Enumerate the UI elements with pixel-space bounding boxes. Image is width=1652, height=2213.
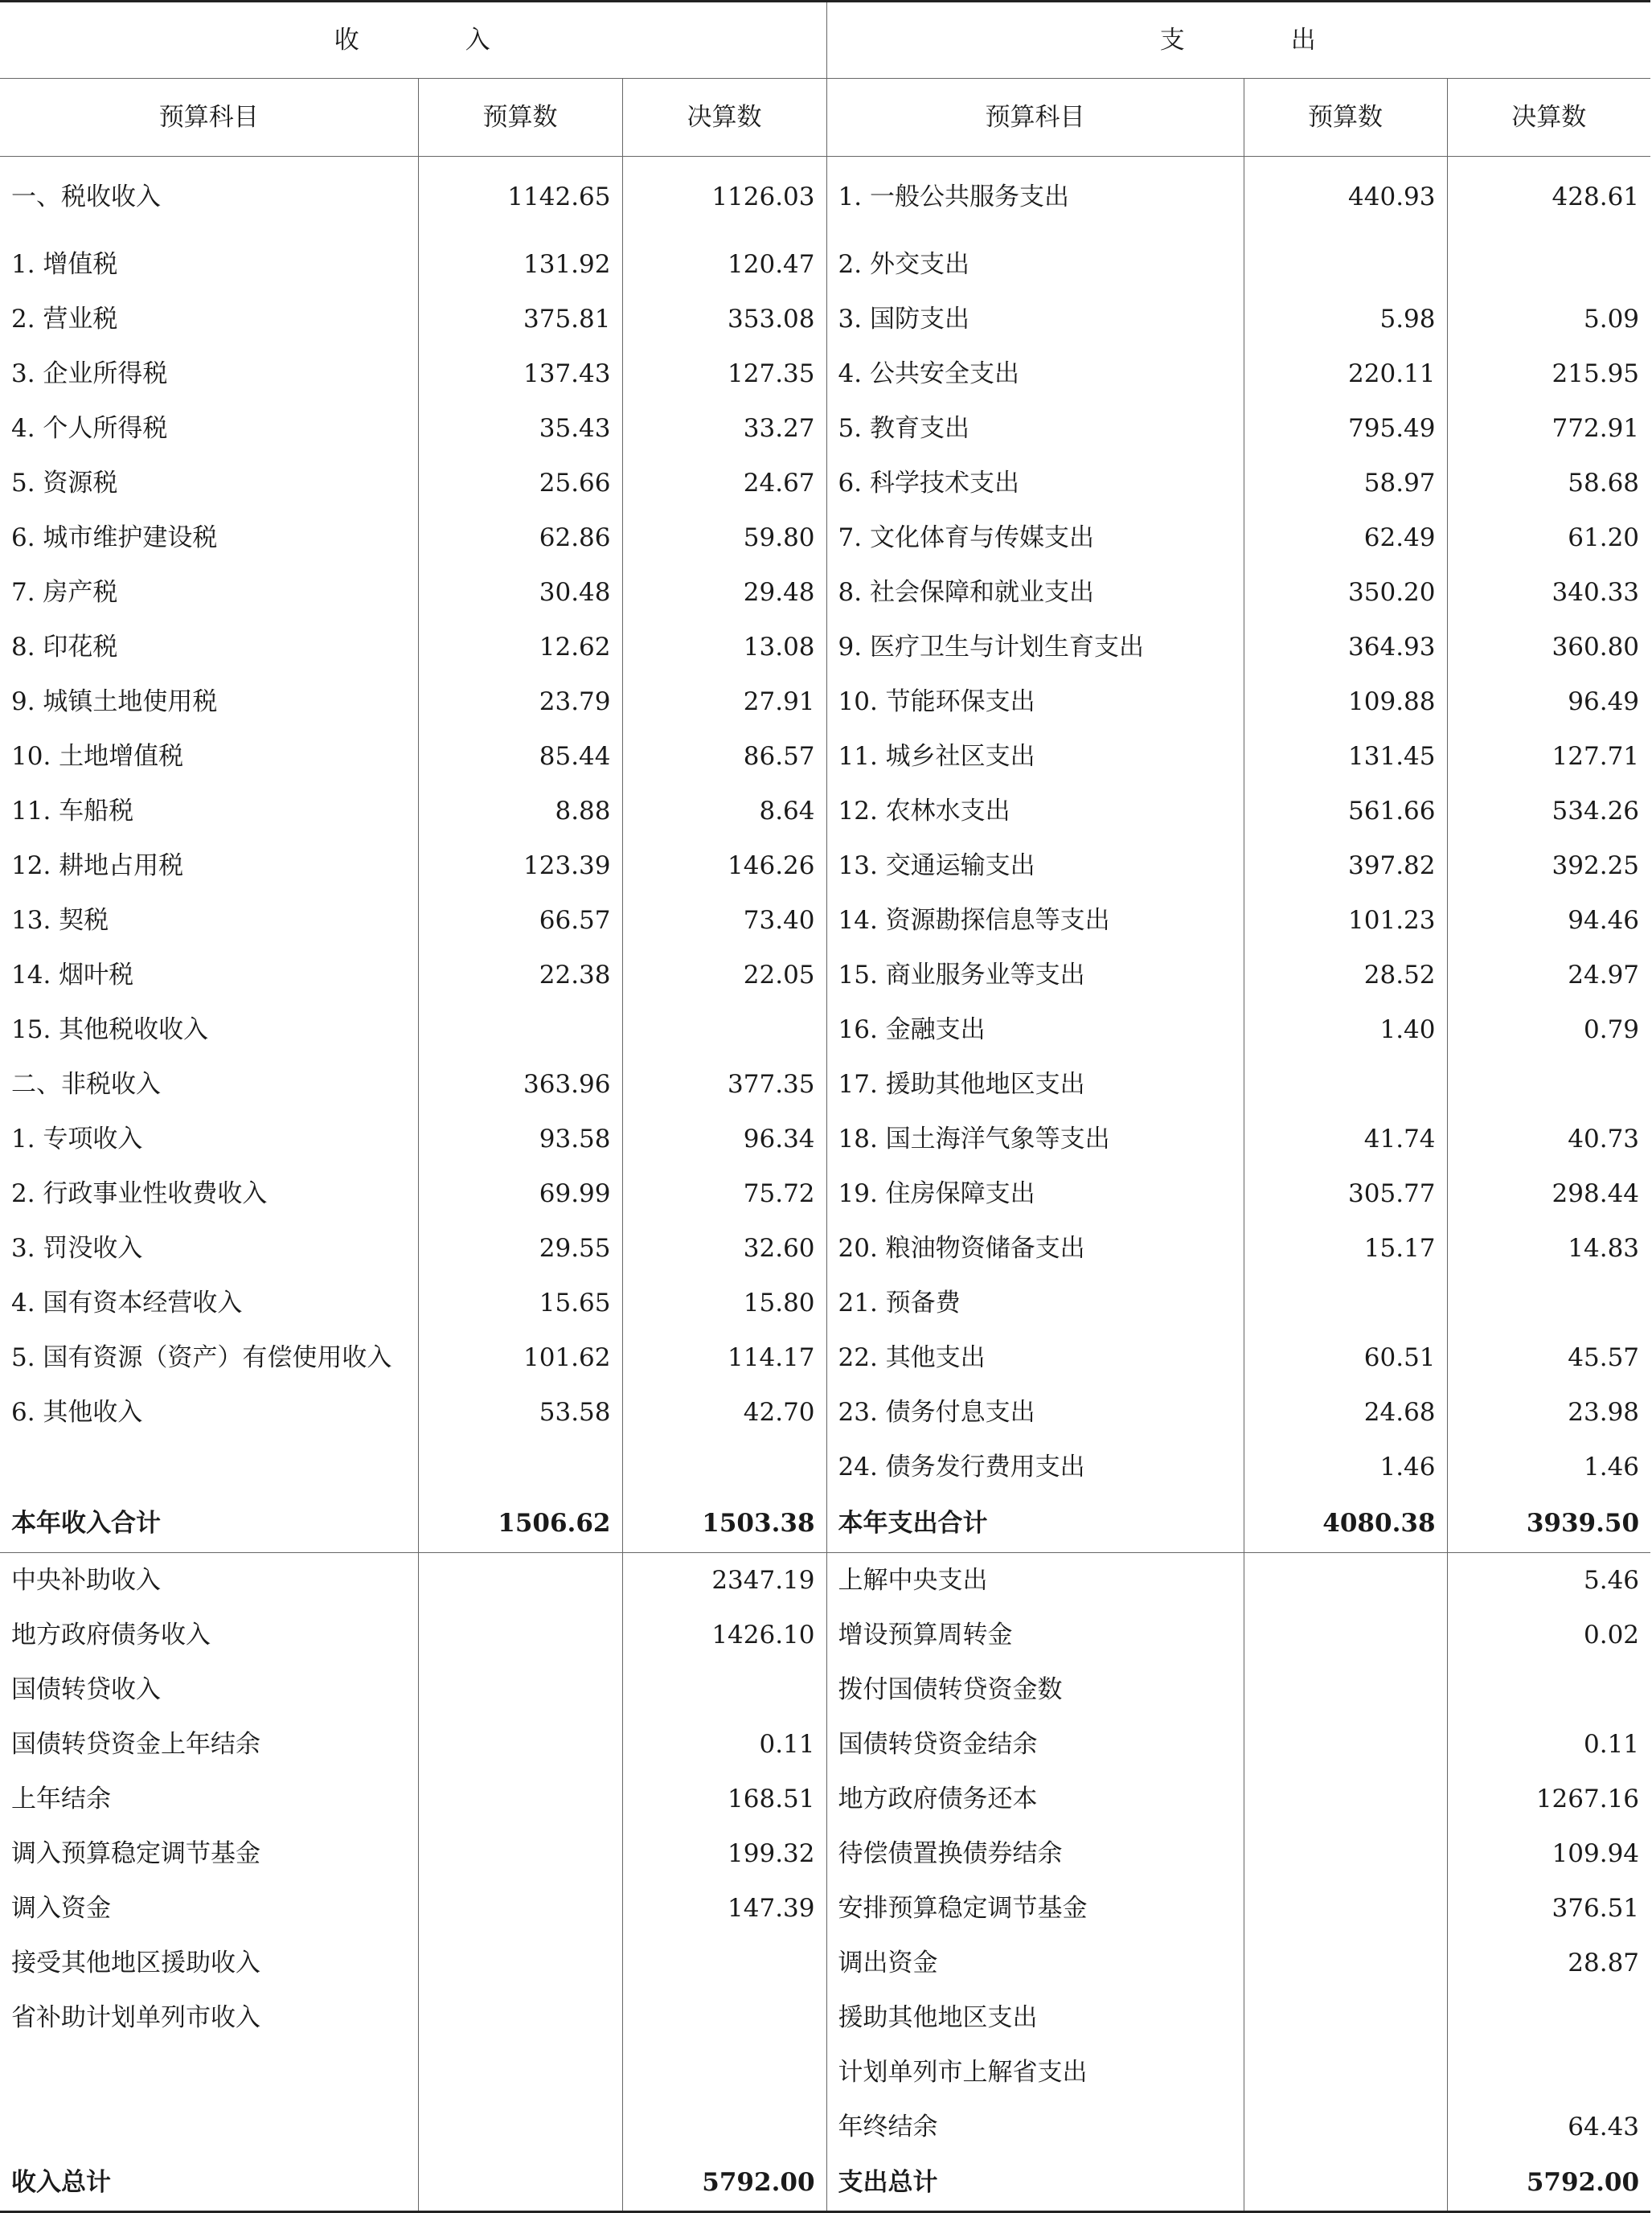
table-row bbox=[0, 1772, 1650, 1826]
income-budget: 30.48 bbox=[418, 565, 622, 620]
table-row bbox=[0, 1881, 1650, 1936]
expense-final: 64.43 bbox=[1568, 2113, 1640, 2141]
expense-group-header bbox=[826, 2, 1650, 79]
expense-subject: 3. 国防支出 bbox=[826, 292, 1244, 346]
expense-subject: 12. 农林水支出 bbox=[826, 784, 1244, 838]
expense-budget: 795.49 bbox=[1244, 401, 1447, 456]
expense-budget: 58.97 bbox=[1244, 456, 1447, 510]
group-header-row bbox=[0, 2, 1650, 79]
income-budget: 375.81 bbox=[418, 292, 622, 346]
income-group-header bbox=[0, 2, 826, 79]
income-subject: 7. 房产税 bbox=[0, 565, 418, 620]
income-final: 86.57 bbox=[622, 729, 826, 784]
expense-total-label: 支出总计 bbox=[826, 2154, 1244, 2212]
income-total-label: 收入总计 bbox=[0, 2154, 418, 2212]
income-budget: 22.38 bbox=[418, 948, 622, 1002]
income-final: 377.35 bbox=[622, 1057, 826, 1112]
income-budget bbox=[418, 1717, 622, 1772]
expense-subject: 15. 商业服务业等支出 bbox=[826, 948, 1244, 1002]
income-budget bbox=[418, 1826, 622, 1881]
income-final: 59.80 bbox=[622, 510, 826, 565]
income-subject bbox=[0, 2100, 418, 2154]
expense-budget: 60.51 bbox=[1244, 1330, 1447, 1385]
expense-final: 40.73 bbox=[1568, 1125, 1640, 1154]
income-subject: 6. 城市维护建设税 bbox=[0, 510, 418, 565]
income-subject: 15. 其他税收收入 bbox=[0, 1002, 418, 1057]
expense-subtotal-budget: 4080.38 bbox=[1244, 1494, 1447, 1553]
table-row bbox=[0, 346, 1650, 401]
table-row bbox=[0, 838, 1650, 893]
income-subtotal-final: 1503.38 bbox=[622, 1494, 826, 1553]
table-row bbox=[0, 1553, 1650, 1609]
expense-subject: 计划单列市上解省支出 bbox=[826, 2045, 1244, 2100]
table-row bbox=[0, 1221, 1650, 1276]
table-row bbox=[0, 1936, 1650, 1990]
income-budget bbox=[418, 1608, 622, 1662]
income-subject: 11. 车船税 bbox=[0, 784, 418, 838]
expense-subject: 调出资金 bbox=[826, 1936, 1244, 1990]
expense-total-budget bbox=[1244, 2154, 1447, 2212]
expense-final: 96.49 bbox=[1568, 687, 1640, 716]
income-subject: 调入资金 bbox=[0, 1881, 418, 1936]
table-row bbox=[0, 2100, 1650, 2154]
expense-budget: 131.45 bbox=[1244, 729, 1447, 784]
table-row bbox=[0, 565, 1650, 620]
expense-budget bbox=[1244, 1772, 1447, 1826]
income-subject: 二、非税收入 bbox=[0, 1057, 418, 1112]
income-subject: 接受其他地区援助收入 bbox=[0, 1936, 418, 1990]
income-final: 33.27 bbox=[622, 401, 826, 456]
income-subject: 5. 国有资源（资产）有偿使用收入 bbox=[0, 1330, 418, 1385]
income-subject: 13. 契税 bbox=[0, 893, 418, 948]
expense-subject: 10. 节能环保支出 bbox=[826, 674, 1244, 729]
expense-final bbox=[1447, 1662, 1650, 1717]
expense-budget: 305.77 bbox=[1244, 1166, 1447, 1221]
income-final bbox=[622, 2045, 826, 2100]
expense-budget: 440.93 bbox=[1244, 157, 1447, 238]
expense-budget: 62.49 bbox=[1244, 510, 1447, 565]
expense-budget: 41.74 bbox=[1244, 1112, 1447, 1166]
income-budget bbox=[418, 1553, 622, 1609]
table-row bbox=[0, 237, 1650, 292]
income-budget: 131.92 bbox=[418, 237, 622, 292]
expense-subject: 8. 社会保障和就业支出 bbox=[826, 565, 1244, 620]
expense-final: 534.26 bbox=[1552, 797, 1640, 826]
expense-final: 61.20 bbox=[1568, 523, 1640, 552]
expense-subject: 1. 一般公共服务支出 bbox=[826, 157, 1244, 238]
income-final: 1426.10 bbox=[622, 1608, 826, 1662]
income-final: 1126.03 bbox=[622, 157, 826, 238]
expense-budget bbox=[1244, 1057, 1447, 1112]
expense-final: 45.57 bbox=[1568, 1343, 1640, 1372]
expense-final: 5.09 bbox=[1584, 305, 1640, 334]
income-subject: 国债转贷资金上年结余 bbox=[0, 1717, 418, 1772]
income-budget: 69.99 bbox=[418, 1166, 622, 1221]
expense-budget: 109.88 bbox=[1244, 674, 1447, 729]
expense-budget bbox=[1244, 1276, 1447, 1330]
expense-final: 1.46 bbox=[1584, 1453, 1640, 1481]
expense-subject: 21. 预备费 bbox=[826, 1276, 1244, 1330]
income-subject: 4. 个人所得税 bbox=[0, 401, 418, 456]
income-final: 2347.19 bbox=[622, 1553, 826, 1609]
expense-final bbox=[1447, 1276, 1650, 1330]
income-final: 15.80 bbox=[622, 1276, 826, 1330]
expense-subject-header: 预算科目 bbox=[826, 79, 1244, 157]
table-row bbox=[0, 729, 1650, 784]
expense-final: 298.44 bbox=[1552, 1179, 1640, 1208]
income-subject bbox=[0, 1440, 418, 1494]
expense-budget: 350.20 bbox=[1244, 565, 1447, 620]
income-subject: 5. 资源税 bbox=[0, 456, 418, 510]
expense-subject: 19. 住房保障支出 bbox=[826, 1166, 1244, 1221]
expense-budget bbox=[1244, 1662, 1447, 1717]
income-final bbox=[622, 1662, 826, 1717]
expense-final: 5.46 bbox=[1447, 1553, 1650, 1609]
expense-subject: 拨付国债转贷资金数 bbox=[826, 1662, 1244, 1717]
expense-budget bbox=[1244, 2100, 1447, 2154]
table-row bbox=[0, 1608, 1650, 1662]
income-subject: 14. 烟叶税 bbox=[0, 948, 418, 1002]
income-final: 120.47 bbox=[622, 237, 826, 292]
expense-final: 392.25 bbox=[1552, 851, 1640, 880]
expense-budget: 101.23 bbox=[1244, 893, 1447, 948]
income-final bbox=[622, 1440, 826, 1494]
expense-final bbox=[1447, 1057, 1650, 1112]
expense-subject: 增设预算周转金 bbox=[826, 1608, 1244, 1662]
expense-final: 109.94 bbox=[1552, 1839, 1640, 1868]
income-subject: 中央补助收入 bbox=[0, 1553, 418, 1609]
expense-group-char-1: 支 bbox=[1159, 26, 1187, 55]
income-budget bbox=[418, 1002, 622, 1057]
income-budget: 35.43 bbox=[418, 401, 622, 456]
income-final: 147.39 bbox=[622, 1881, 826, 1936]
expense-final: 94.46 bbox=[1568, 906, 1640, 935]
income-budget bbox=[418, 1936, 622, 1990]
table-row bbox=[0, 1276, 1650, 1330]
income-subtotal-label: 本年收入合计 bbox=[0, 1494, 418, 1553]
expense-budget: 15.17 bbox=[1244, 1221, 1447, 1276]
income-budget bbox=[418, 1440, 622, 1494]
expense-budget bbox=[1244, 1826, 1447, 1881]
expense-budget: 5.98 bbox=[1244, 292, 1447, 346]
expense-final bbox=[1447, 237, 1650, 292]
income-total-budget bbox=[418, 2154, 622, 2212]
table-row bbox=[0, 893, 1650, 948]
expense-final: 127.71 bbox=[1552, 742, 1640, 771]
expense-final: 340.33 bbox=[1552, 578, 1640, 607]
table-row bbox=[0, 2045, 1650, 2100]
table-row bbox=[0, 674, 1650, 729]
expense-subject: 9. 医疗卫生与计划生育支出 bbox=[826, 620, 1244, 674]
table-row bbox=[0, 1057, 1650, 1112]
expense-subject: 6. 科学技术支出 bbox=[826, 456, 1244, 510]
table-row bbox=[0, 292, 1650, 346]
income-subject: 省补助计划单列市收入 bbox=[0, 1990, 418, 2045]
income-subject: 3. 企业所得税 bbox=[0, 346, 418, 401]
table-row bbox=[0, 784, 1650, 838]
expense-budget bbox=[1244, 1553, 1447, 1609]
income-subject: 地方政府债务收入 bbox=[0, 1608, 418, 1662]
income-final bbox=[622, 1990, 826, 2045]
expense-final: 772.91 bbox=[1552, 414, 1640, 443]
income-final: 96.34 bbox=[622, 1112, 826, 1166]
expense-subject: 援助其他地区支出 bbox=[826, 1990, 1244, 2045]
income-subject: 4. 国有资本经营收入 bbox=[0, 1276, 418, 1330]
income-budget: 23.79 bbox=[418, 674, 622, 729]
income-subject: 3. 罚没收入 bbox=[0, 1221, 418, 1276]
expense-budget: 24.68 bbox=[1244, 1385, 1447, 1440]
income-budget: 29.55 bbox=[418, 1221, 622, 1276]
income-final: 29.48 bbox=[622, 565, 826, 620]
income-subject: 一、税收收入 bbox=[0, 157, 418, 238]
expense-final: 360.80 bbox=[1552, 633, 1640, 662]
income-budget: 93.58 bbox=[418, 1112, 622, 1166]
expense-budget: 1.46 bbox=[1244, 1440, 1447, 1494]
expense-budget: 561.66 bbox=[1244, 784, 1447, 838]
table-row bbox=[0, 1385, 1650, 1440]
table-row bbox=[0, 1990, 1650, 2045]
expense-subject: 11. 城乡社区支出 bbox=[826, 729, 1244, 784]
expense-subject: 18. 国土海洋气象等支出 bbox=[826, 1112, 1244, 1166]
income-budget bbox=[418, 1990, 622, 2045]
expense-final: 215.95 bbox=[1552, 359, 1640, 388]
income-budget bbox=[418, 1881, 622, 1936]
expense-group-char-2: 出 bbox=[1290, 26, 1318, 55]
income-subject: 1. 专项收入 bbox=[0, 1112, 418, 1166]
income-budget: 8.88 bbox=[418, 784, 622, 838]
expense-subject: 上解中央支出 bbox=[826, 1553, 1244, 1609]
transfer-rows bbox=[0, 1553, 1650, 2155]
expense-budget: 397.82 bbox=[1244, 838, 1447, 893]
income-final: 353.08 bbox=[622, 292, 826, 346]
expense-subject: 20. 粮油物资储备支出 bbox=[826, 1221, 1244, 1276]
expense-final: 428.61 bbox=[1552, 182, 1640, 211]
income-final: 168.51 bbox=[622, 1772, 826, 1826]
expense-subject: 5. 教育支出 bbox=[826, 401, 1244, 456]
income-budget: 62.86 bbox=[418, 510, 622, 565]
expense-final: 14.83 bbox=[1568, 1234, 1640, 1263]
subtotal-row bbox=[0, 1494, 1650, 1553]
expense-subject: 地方政府债务还本 bbox=[826, 1772, 1244, 1826]
expense-subject: 7. 文化体育与传媒支出 bbox=[826, 510, 1244, 565]
expense-subject: 4. 公共安全支出 bbox=[826, 346, 1244, 401]
expense-subject: 16. 金融支出 bbox=[826, 1002, 1244, 1057]
income-final bbox=[622, 1002, 826, 1057]
expense-subject: 年终结余 bbox=[826, 2100, 1244, 2154]
income-budget: 12.62 bbox=[418, 620, 622, 674]
income-final-header: 决算数 bbox=[622, 79, 826, 157]
expense-subject: 17. 援助其他地区支出 bbox=[826, 1057, 1244, 1112]
expense-final: 1267.16 bbox=[1535, 1785, 1640, 1813]
expense-subtotal-label: 本年支出合计 bbox=[826, 1494, 1244, 1553]
income-budget: 101.62 bbox=[418, 1330, 622, 1385]
expense-budget: 1.40 bbox=[1244, 1002, 1447, 1057]
income-budget bbox=[418, 1772, 622, 1826]
expense-subject: 待偿债置换债券结余 bbox=[826, 1826, 1244, 1881]
income-subject: 10. 土地增值税 bbox=[0, 729, 418, 784]
table-row bbox=[0, 1662, 1650, 1717]
expense-budget bbox=[1244, 1717, 1447, 1772]
expense-subject: 24. 债务发行费用支出 bbox=[826, 1440, 1244, 1494]
income-final bbox=[622, 1936, 826, 1990]
expense-budget-header: 预算数 bbox=[1244, 79, 1447, 157]
table-row bbox=[0, 1717, 1650, 1772]
income-total-final: 5792.00 bbox=[622, 2154, 826, 2212]
table-row bbox=[0, 620, 1650, 674]
income-budget: 66.57 bbox=[418, 893, 622, 948]
expense-budget: 220.11 bbox=[1244, 346, 1447, 401]
table-row bbox=[0, 157, 1650, 238]
table-row bbox=[0, 948, 1650, 1002]
income-budget: 53.58 bbox=[418, 1385, 622, 1440]
table-row bbox=[0, 1166, 1650, 1221]
income-budget: 363.96 bbox=[418, 1057, 622, 1112]
expense-total-final: 5792.00 bbox=[1447, 2154, 1650, 2212]
income-budget: 1142.65 bbox=[418, 157, 622, 238]
income-budget: 25.66 bbox=[418, 456, 622, 510]
table-row bbox=[0, 1440, 1650, 1494]
main-rows bbox=[0, 157, 1650, 1495]
income-subject: 2. 营业税 bbox=[0, 292, 418, 346]
income-final bbox=[622, 2100, 826, 2154]
income-subject: 2. 行政事业性收费收入 bbox=[0, 1166, 418, 1221]
income-final: 13.08 bbox=[622, 620, 826, 674]
table-row bbox=[0, 1002, 1650, 1057]
income-final: 146.26 bbox=[622, 838, 826, 893]
expense-final: 28.87 bbox=[1568, 1949, 1640, 1977]
income-budget bbox=[418, 2045, 622, 2100]
income-budget: 15.65 bbox=[418, 1276, 622, 1330]
income-subject: 1. 增值税 bbox=[0, 237, 418, 292]
expense-subtotal-final: 3939.50 bbox=[1526, 1509, 1640, 1538]
income-final: 73.40 bbox=[622, 893, 826, 948]
expense-budget: 28.52 bbox=[1244, 948, 1447, 1002]
income-budget bbox=[418, 1662, 622, 1717]
income-final: 8.64 bbox=[622, 784, 826, 838]
total-section bbox=[0, 2154, 1650, 2212]
expense-final: 376.51 bbox=[1552, 1894, 1640, 1923]
column-header-row bbox=[0, 79, 1650, 157]
expense-budget bbox=[1244, 1990, 1447, 2045]
income-group-char-2: 入 bbox=[465, 26, 492, 55]
expense-final: 24.97 bbox=[1568, 961, 1640, 990]
income-final: 24.67 bbox=[622, 456, 826, 510]
expense-subject: 14. 资源勘探信息等支出 bbox=[826, 893, 1244, 948]
income-subject: 调入预算稳定调节基金 bbox=[0, 1826, 418, 1881]
income-final: 0.11 bbox=[622, 1717, 826, 1772]
expense-final: 0.11 bbox=[1584, 1730, 1640, 1759]
subtotal-section bbox=[0, 1494, 1650, 1553]
expense-final-header: 决算数 bbox=[1447, 79, 1650, 157]
table-row bbox=[0, 1826, 1650, 1881]
table-row bbox=[0, 510, 1650, 565]
income-subject bbox=[0, 2045, 418, 2100]
income-budget: 85.44 bbox=[418, 729, 622, 784]
income-subject: 6. 其他收入 bbox=[0, 1385, 418, 1440]
table-row bbox=[0, 456, 1650, 510]
income-final: 75.72 bbox=[622, 1166, 826, 1221]
income-final: 27.91 bbox=[622, 674, 826, 729]
income-budget: 137.43 bbox=[418, 346, 622, 401]
income-subject-header: 预算科目 bbox=[0, 79, 418, 157]
income-final: 127.35 bbox=[622, 346, 826, 401]
grand-total-row bbox=[0, 2154, 1650, 2212]
income-final: 42.70 bbox=[622, 1385, 826, 1440]
table-row bbox=[0, 401, 1650, 456]
expense-subject: 2. 外交支出 bbox=[826, 237, 1244, 292]
income-budget: 123.39 bbox=[418, 838, 622, 893]
income-budget-header: 预算数 bbox=[418, 79, 622, 157]
expense-subject: 国债转贷资金结余 bbox=[826, 1717, 1244, 1772]
expense-budget bbox=[1244, 237, 1447, 292]
income-subject: 8. 印花税 bbox=[0, 620, 418, 674]
expense-final: 58.68 bbox=[1568, 469, 1640, 498]
expense-final: 0.02 bbox=[1584, 1621, 1640, 1650]
income-subject: 9. 城镇土地使用税 bbox=[0, 674, 418, 729]
expense-final: 0.79 bbox=[1584, 1015, 1640, 1044]
expense-budget: 364.93 bbox=[1244, 620, 1447, 674]
expense-final: 23.98 bbox=[1568, 1398, 1640, 1427]
income-subject: 国债转贷收入 bbox=[0, 1662, 418, 1717]
income-budget bbox=[418, 2100, 622, 2154]
income-final: 199.32 bbox=[622, 1826, 826, 1881]
expense-budget bbox=[1244, 1936, 1447, 1990]
income-final: 114.17 bbox=[622, 1330, 826, 1385]
income-group-char-1: 收 bbox=[334, 26, 361, 55]
expense-budget bbox=[1244, 1608, 1447, 1662]
table-row bbox=[0, 1330, 1650, 1385]
expense-final bbox=[1447, 2045, 1650, 2100]
income-final: 32.60 bbox=[622, 1221, 826, 1276]
income-subject: 12. 耕地占用税 bbox=[0, 838, 418, 893]
income-subject: 上年结余 bbox=[0, 1772, 418, 1826]
expense-subject: 23. 债务付息支出 bbox=[826, 1385, 1244, 1440]
expense-subject: 13. 交通运输支出 bbox=[826, 838, 1244, 893]
table-row bbox=[0, 1112, 1650, 1166]
expense-subject: 22. 其他支出 bbox=[826, 1330, 1244, 1385]
income-final: 22.05 bbox=[622, 948, 826, 1002]
expense-final bbox=[1447, 1990, 1650, 2045]
expense-subject: 安排预算稳定调节基金 bbox=[826, 1881, 1244, 1936]
expense-budget bbox=[1244, 2045, 1447, 2100]
income-subtotal-budget: 1506.62 bbox=[418, 1494, 622, 1553]
expense-budget bbox=[1244, 1881, 1447, 1936]
